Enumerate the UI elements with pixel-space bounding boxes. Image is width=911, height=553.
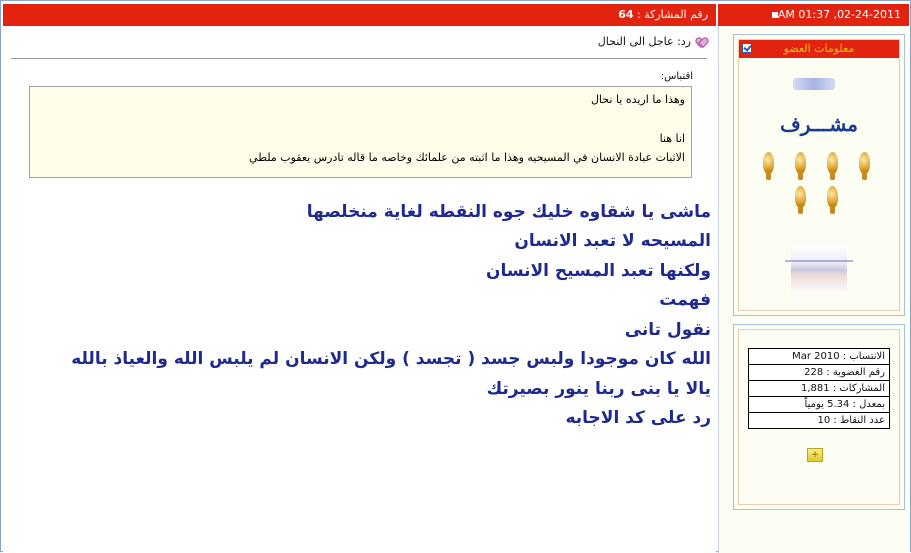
post-body-line: ولكنها تعبد المسيح الانسان bbox=[485, 261, 711, 281]
divider bbox=[11, 58, 707, 59]
post-body-line: المسيحه لا تعبد الانسان bbox=[514, 231, 711, 251]
stat-row bbox=[749, 381, 890, 397]
stat-label: المشاركات : bbox=[832, 383, 885, 394]
post-body-line: رد على كد الاجابه bbox=[565, 408, 711, 428]
stat-cell bbox=[749, 397, 890, 413]
user-stats-inner bbox=[738, 329, 900, 505]
user-stats-table bbox=[748, 348, 890, 429]
post-date-text: 02-24-2011, 01:37 AM bbox=[777, 8, 901, 21]
post-body-line: ماشى يا شقاوه خليك جوه النقطه لغاية منخلصها bbox=[306, 202, 711, 222]
rank-star-icon bbox=[827, 186, 838, 208]
stat-cell bbox=[749, 365, 890, 381]
post-number-value[interactable]: 64 bbox=[618, 8, 634, 21]
quote-box bbox=[29, 86, 692, 178]
post-date-bar bbox=[718, 4, 909, 26]
stat-row bbox=[749, 413, 890, 429]
user-rank: مشـــرف bbox=[780, 112, 858, 136]
post-title: رد: عاجل الى النحال bbox=[597, 35, 691, 48]
user-info-card bbox=[733, 34, 905, 316]
stat-value: 228 bbox=[804, 367, 824, 378]
rank-star-icon bbox=[795, 186, 806, 208]
stat-cell bbox=[749, 381, 890, 397]
post-date bbox=[766, 4, 901, 26]
stat-value: Mar 2010 bbox=[792, 351, 840, 362]
checkbox-icon[interactable] bbox=[742, 43, 752, 53]
quote-line: الاثبات عبادة الانسان في المسيحيه وهذا ما اثبته من علمائك وخاصه ما قاله تادرس يعقوب ملطي bbox=[249, 151, 685, 164]
post-body-line: فهمت bbox=[659, 290, 711, 310]
stat-value: 10 bbox=[817, 415, 831, 426]
post-body-line: يالا يا بنى ربنا ينور بصيرتك bbox=[486, 379, 711, 399]
avatar-decoration bbox=[785, 260, 853, 262]
post-number-label: رقم المشاركة : bbox=[637, 8, 708, 21]
stat-label: الانتساب : bbox=[842, 351, 885, 362]
user-sidebar bbox=[718, 26, 910, 553]
rank-star-icon bbox=[795, 152, 806, 174]
stat-row bbox=[749, 349, 890, 365]
stat-value: 5.34 يومياً bbox=[804, 399, 850, 410]
rank-star-icon bbox=[763, 152, 774, 174]
stat-cell bbox=[749, 413, 890, 429]
stat-row bbox=[749, 397, 890, 413]
post-body-line: الله كان موجودا ولبس جسد ( تجسد ) ولكن الانسان لم يلبس الله والعياذ بالله bbox=[71, 349, 711, 369]
username-link[interactable] bbox=[793, 78, 835, 90]
post-content bbox=[3, 26, 716, 553]
stat-row bbox=[749, 365, 890, 381]
stat-label: بمعدل : bbox=[852, 399, 885, 410]
quote-line: وهذا ما اريده يا نحال bbox=[590, 93, 685, 106]
user-stats-card bbox=[733, 324, 905, 510]
avatar[interactable] bbox=[791, 246, 847, 294]
user-info-inner bbox=[738, 39, 900, 311]
stat-cell bbox=[749, 349, 890, 365]
reputation-button[interactable]: + bbox=[807, 448, 823, 462]
heart-icon bbox=[696, 38, 708, 49]
post-header-bar bbox=[3, 4, 716, 26]
post-body-line: نقول تانى bbox=[624, 320, 711, 340]
rank-star-icon bbox=[827, 152, 838, 174]
quote-line: انا هنا bbox=[659, 132, 685, 145]
user-info-title-text: معلومات العضو bbox=[783, 42, 855, 55]
stat-label: رقم العضوية : bbox=[826, 367, 885, 378]
user-info-title[interactable] bbox=[739, 40, 899, 58]
post-number bbox=[618, 4, 708, 26]
stat-value: 1,881 bbox=[800, 383, 830, 394]
rank-star-icon bbox=[859, 152, 870, 174]
stat-label: عدد النقاط : bbox=[833, 415, 885, 426]
quote-label: اقتباس: bbox=[660, 71, 693, 82]
